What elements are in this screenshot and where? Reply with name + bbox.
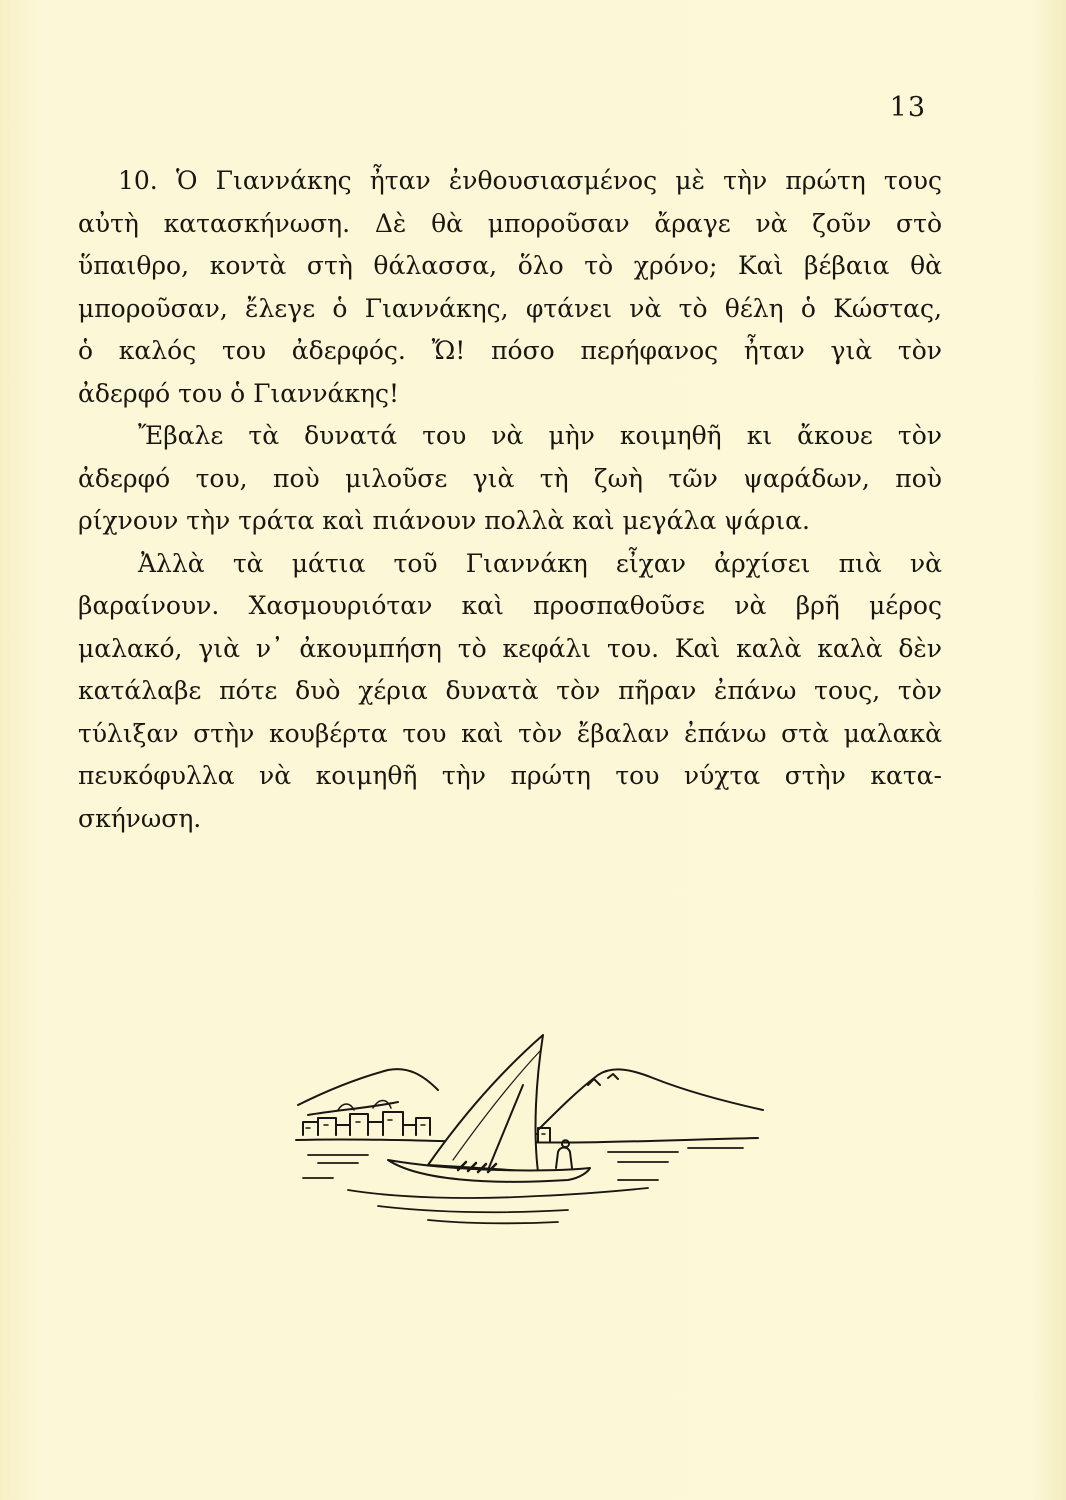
text-line: πευκόφυλλα νὰ κοιμηθῆ τὴν πρώτη του νύχτα στὴν κατα- (78, 761, 942, 790)
text-line: τύλιξαν στὴν κουβέρτα του καὶ τὸν ἔβαλαν ἐπάνω στὰ μαλακὰ (78, 718, 942, 748)
text-line: ὕπαιθρο, κοντὰ στὴ θάλασσα, ὅλο τὸ χρόνο; Καὶ βέβαια θὰ (78, 251, 942, 280)
story-text (78, 160, 942, 840)
sailboat-harbor-illustration (288, 1030, 768, 1230)
sailboat-harbor-icon (288, 1030, 768, 1230)
text-line: μποροῦσαν, ἔλεγε ὁ Γιαννάκης, φτάνει νὰ τὸ θέλη ὁ Κώστας, (78, 293, 942, 323)
text-line: Ἔβαλε τὰ δυνατά του νὰ μὴν κοιμηθῆ κι ἄκουε τὸν (138, 421, 942, 450)
text-line: ρίχνουν τὴν τράτα καὶ πιάνουν πολλὰ καὶ μεγάλα ψάρια. (78, 506, 810, 535)
page-number: 13 (889, 92, 926, 123)
village-left (303, 1101, 430, 1136)
text-line: ὁ καλός του ἀδερφός. Ὤ! πόσο περήφανος ἦταν γιὰ τὸν (78, 336, 942, 365)
paragraph-2 (78, 415, 942, 543)
text-line: κατάλαβε πότε δυὸ χέρια δυνατὰ τὸν πῆραν ἐπάνω τους, τὸν (78, 676, 942, 705)
sail (428, 1035, 543, 1172)
text-line: ἀδερφό του, ποὺ μιλοῦσε γιὰ τὴ ζωὴ τῶν ψαράδων, ποὺ (78, 463, 942, 493)
paragraph-1 (78, 160, 942, 415)
hill-left (298, 1069, 438, 1105)
text-line: βαραίνουν. Χασμουριόταν καὶ προσπαθοῦσε νὰ βρῆ μέρος (78, 591, 942, 620)
text-line: σκήνωση. (78, 803, 202, 833)
paragraph-3 (78, 543, 942, 841)
hill-right-detail (588, 1074, 618, 1085)
text-line: ἀδερφό του ὁ Γιαννάκης! (78, 378, 400, 408)
text-line: αὐτὴ κατασκήνωση. Δὲ θὰ μποροῦσαν ἄραγε νὰ ζοῦν στὸ (78, 208, 942, 238)
text-line: Ἀλλὰ τὰ μάτια τοῦ Γιαννάκη εἶχαν ἀρχίσει πιὰ νὰ (138, 548, 942, 578)
text-line: 10. Ὁ Γιαννάκης ἦταν ἐνθουσιασμένος μὲ τὴν πρώτη τους (118, 166, 942, 195)
boatman (556, 1140, 572, 1168)
text-line: μαλακό, γιὰ ν᾿ ἀκουμπήση τὸ κεφάλι του. Καὶ καλὰ καλὰ δὲν (78, 633, 942, 663)
hill-right (538, 1069, 763, 1130)
